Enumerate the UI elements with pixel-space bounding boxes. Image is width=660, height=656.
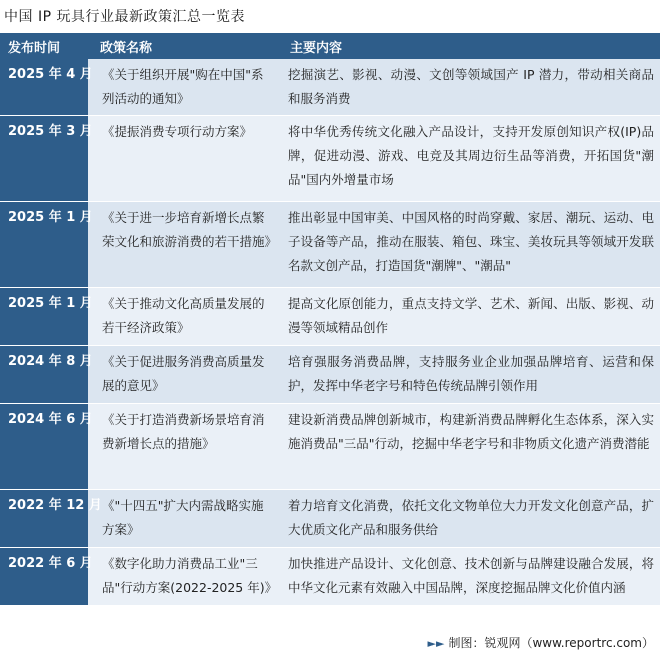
table-header-row [0, 33, 660, 59]
row-content: 加快推进产品设计、文化创意、技术创新与品牌建设融合发展，将中华文化元素有效融入中国品牌，深度挖掘品牌文化价值内涵 [278, 548, 660, 606]
row-content: 将中华优秀传统文化融入产品设计，支持开发原创知识产权(IP)品牌，促进动漫、游戏、电竞及其周边衍生品等消费，开拓国货"潮品"国内外增量市场 [278, 116, 660, 202]
row-date: 2025 年 3 月 [0, 116, 88, 202]
row-policy-name: 《关于打造消费新场景培育消费新增长点的措施》 [88, 404, 278, 490]
row-policy-name: 《关于进一步培育新增长点繁荣文化和旅游消费的若干措施》 [88, 202, 278, 288]
table-row [0, 346, 660, 404]
row-policy-name: 《关于促进服务消费高质量发展的意见》 [88, 346, 278, 404]
table-row [0, 548, 660, 606]
row-date: 2025 年 4 月 [0, 59, 88, 116]
row-policy-name: 《提振消费专项行动方案》 [88, 116, 278, 202]
table-row [0, 404, 660, 490]
row-date: 2022 年 12 月 [0, 490, 88, 548]
play-arrows-icon: ►► [427, 637, 445, 650]
table-row [0, 59, 660, 116]
row-policy-name: 《数字化助力消费品工业"三品"行动方案(2022-2025 年)》 [88, 548, 278, 606]
row-date: 2022 年 6 月 [0, 548, 88, 606]
header-name: 政策名称 [88, 33, 278, 59]
row-policy-name: 《关于组织开展"购在中国"系列活动的通知》 [88, 59, 278, 116]
row-date: 2025 年 1 月 [0, 202, 88, 288]
row-content: 建设新消费品牌创新城市，构建新消费品牌孵化生态体系，深入实施消费品"三品"行动，挖掘中华老字号和非物质文化遗产消费潜能 [278, 404, 660, 490]
row-policy-name: 《"十四五"扩大内需战略实施方案》 [88, 490, 278, 548]
row-content: 着力培育文化消费，依托文化文物单位大力开发文化创意产品，扩大优质文化产品和服务供给 [278, 490, 660, 548]
row-content: 提高文化原创能力，重点支持文学、艺术、新闻、出版、影视、动漫等领域精品创作 [278, 288, 660, 346]
row-date: 2024 年 8 月 [0, 346, 88, 404]
header-content: 主要内容 [278, 33, 660, 59]
row-date: 2024 年 6 月 [0, 404, 88, 490]
row-policy-name: 《关于推动文化高质量发展的若干经济政策》 [88, 288, 278, 346]
row-content: 推出彰显中国审美、中国风格的时尚穿戴、家居、潮玩、运动、电子设备等产品，推动在服装、箱包、珠宝、美妆玩具等领域开发联名款文创产品，打造国货"潮牌"、"潮品" [278, 202, 660, 288]
row-content: 挖掘演艺、影视、动漫、文创等领域国产 IP 潜力，带动相关商品和服务消费 [278, 59, 660, 116]
table-row [0, 288, 660, 346]
table-row [0, 490, 660, 548]
source-text: 制图：锐观网（www.reportrc.com） [448, 636, 654, 650]
row-date: 2025 年 1 月 [0, 288, 88, 346]
header-date: 发布时间 [0, 33, 88, 59]
page-title: 中国 IP 玩具行业最新政策汇总一览表 [4, 9, 245, 25]
table-row [0, 116, 660, 202]
row-content: 培育强服务消费品牌，支持服务业企业加强品牌培育、运营和保护，发挥中华老字号和特色传统品牌引领作用 [278, 346, 660, 404]
source-footer [428, 634, 654, 651]
policy-table [0, 33, 660, 606]
table-row [0, 202, 660, 288]
